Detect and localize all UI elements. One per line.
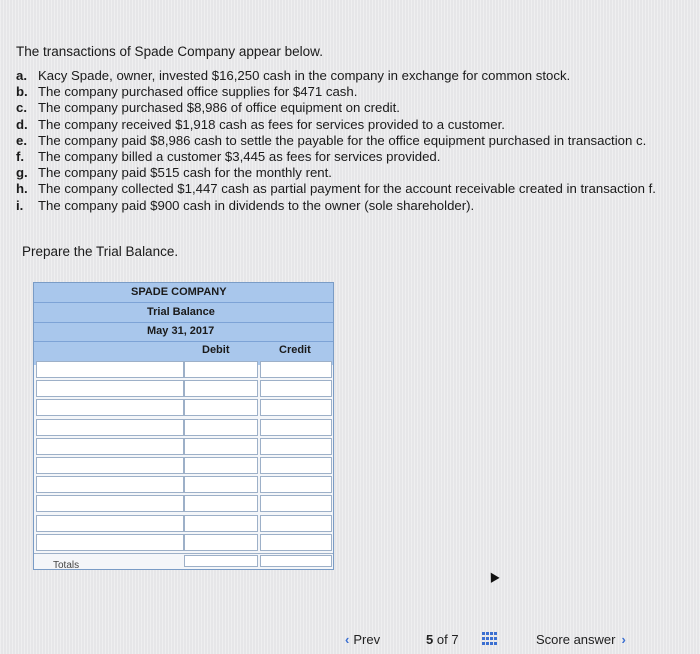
debit-total-input[interactable] xyxy=(184,555,258,567)
transaction-text: The company paid $900 cash in dividends to the owner (sole shareholder). xyxy=(38,197,475,213)
intro-heading: The transactions of Spade Company appear below. xyxy=(16,44,323,59)
company-name: SPADE COMPANY xyxy=(131,286,227,298)
credit-column-header: Credit xyxy=(279,344,311,356)
account-name-input[interactable] xyxy=(36,380,184,397)
header-divider xyxy=(34,322,333,323)
debit-amount-input[interactable] xyxy=(184,457,258,474)
transaction-letter: e. xyxy=(16,132,27,148)
credit-amount-input[interactable] xyxy=(260,476,332,493)
debit-column-header: Debit xyxy=(202,344,230,356)
transaction-letter: a. xyxy=(16,68,27,83)
debit-amount-input[interactable] xyxy=(184,438,258,455)
transaction-text: The company received $1,918 cash as fees for services provided to a customer. xyxy=(38,116,505,132)
prev-label: Prev xyxy=(353,632,381,647)
credit-amount-input[interactable] xyxy=(260,457,332,474)
mouse-cursor-icon xyxy=(486,570,499,583)
chevron-left-icon: ‹ xyxy=(345,632,350,647)
debit-amount-input[interactable] xyxy=(184,495,258,512)
transaction-text: The company paid $8,986 cash to settle the payable for the office equipment purchased in transaction c. xyxy=(38,132,647,148)
debit-amount-input[interactable] xyxy=(184,419,258,436)
transaction-item xyxy=(16,117,686,133)
credit-amount-input[interactable] xyxy=(260,419,332,436)
account-name-input[interactable] xyxy=(36,534,184,551)
account-name-input[interactable] xyxy=(36,438,184,455)
prev-button[interactable] xyxy=(345,632,380,647)
transaction-text: The company paid $515 cash for the monthly rent. xyxy=(38,165,332,181)
account-name-input[interactable] xyxy=(36,476,184,493)
transaction-text: The company purchased office supplies for $471 cash. xyxy=(38,84,358,100)
transaction-item xyxy=(16,198,686,214)
account-name-input[interactable] xyxy=(36,361,184,378)
chevron-right-icon: › xyxy=(621,632,626,647)
credit-amount-input[interactable] xyxy=(260,515,332,532)
debit-amount-input[interactable] xyxy=(184,361,258,378)
transaction-letter: g. xyxy=(16,165,28,181)
debit-amount-input[interactable] xyxy=(184,380,258,397)
transaction-text: The company purchased $8,986 of office equipment on credit. xyxy=(38,100,400,116)
transaction-text: Kacy Spade, owner, invested $16,250 cash in the company in exchange for common stock. xyxy=(38,68,571,83)
transaction-letter: f. xyxy=(16,149,25,165)
transaction-letter: h. xyxy=(16,181,28,197)
account-name-input[interactable] xyxy=(36,457,184,474)
instruction-text: Prepare the Trial Balance. xyxy=(22,244,179,259)
debit-amount-input[interactable] xyxy=(184,534,258,551)
transaction-letter: c. xyxy=(16,100,27,116)
header-divider xyxy=(34,302,333,303)
transaction-text: The company collected $1,447 cash as partial payment for the account receivable created in transaction f. xyxy=(38,181,656,197)
transaction-item xyxy=(16,68,686,84)
score-answer-button[interactable] xyxy=(536,632,626,647)
credit-amount-input[interactable] xyxy=(260,534,332,551)
transaction-item xyxy=(16,181,686,197)
credit-amount-input[interactable] xyxy=(260,495,332,512)
transaction-item xyxy=(16,165,686,181)
page-total: of 7 xyxy=(436,632,459,647)
account-name-input[interactable] xyxy=(36,419,184,436)
score-answer-label: Score answer xyxy=(536,632,616,647)
credit-amount-input[interactable] xyxy=(260,438,332,455)
transaction-item xyxy=(16,100,686,116)
credit-amount-input[interactable] xyxy=(260,399,332,416)
transaction-letter: b. xyxy=(16,84,28,100)
statement-date: May 31, 2017 xyxy=(147,325,215,337)
account-name-input[interactable] xyxy=(36,495,184,512)
statement-title: Trial Balance xyxy=(147,306,215,318)
page-indicator xyxy=(426,632,459,647)
credit-amount-input[interactable] xyxy=(260,361,332,378)
transaction-list xyxy=(16,68,686,214)
debit-amount-input[interactable] xyxy=(184,399,258,416)
account-name-input[interactable] xyxy=(36,399,184,416)
credit-total-input[interactable] xyxy=(260,555,332,567)
transaction-item xyxy=(16,84,686,100)
trial-balance-table xyxy=(33,282,334,570)
transaction-item xyxy=(16,149,686,165)
page-current: 5 xyxy=(426,632,434,647)
transaction-text: The company billed a customer $3,445 as fees for services provided. xyxy=(38,149,441,165)
transaction-letter: d. xyxy=(16,116,28,132)
grid-icon[interactable] xyxy=(482,632,498,646)
header-divider xyxy=(34,341,333,342)
transaction-letter: i. xyxy=(16,197,24,213)
credit-amount-input[interactable] xyxy=(260,380,332,397)
totals-divider xyxy=(34,553,333,554)
debit-amount-input[interactable] xyxy=(184,476,258,493)
totals-label: Totals xyxy=(53,560,80,571)
transaction-item xyxy=(16,133,686,149)
account-name-input[interactable] xyxy=(36,515,184,532)
debit-amount-input[interactable] xyxy=(184,515,258,532)
